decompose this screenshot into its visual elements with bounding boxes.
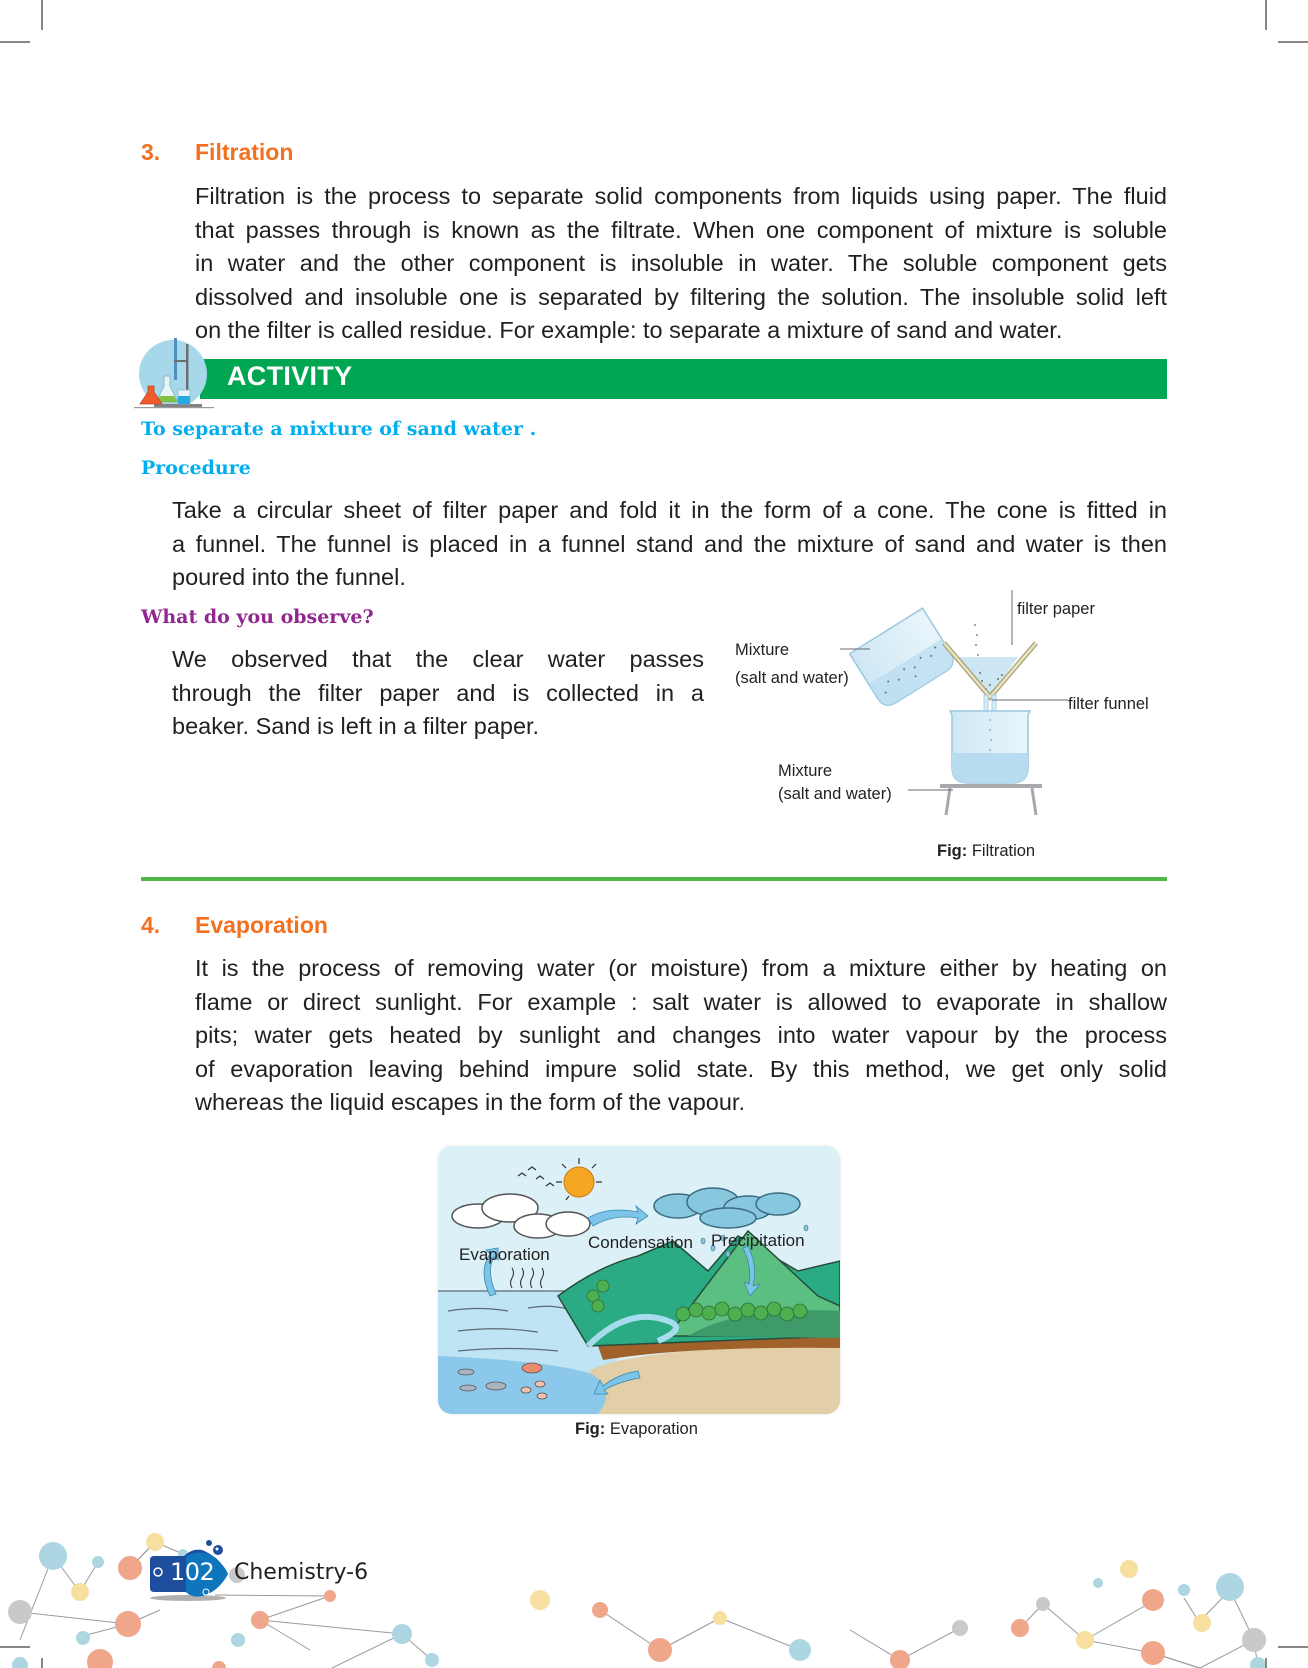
observation-paragraph [172, 643, 704, 744]
paragraph-line: flame or direct sunlight. For example : salt water is allowed to evaporate in shallow [195, 988, 1167, 1015]
paragraph-line: in water and the other component is insoluble in water. The soluble component gets [195, 250, 1167, 277]
label-mixture-bottom: Mixture [778, 762, 833, 780]
book-title: Chemistry-6 [234, 1560, 369, 1585]
paragraph-line: that passes through is known as the filtrate. When one component of mixture is soluble [195, 216, 1167, 243]
section-heading-filtration [141, 139, 293, 166]
observe-heading: What do you observe? [141, 606, 374, 628]
page-number: 102 [170, 1558, 215, 1586]
procedure-heading: Procedure [141, 457, 251, 479]
crop-mark-top-right-h [1278, 41, 1308, 43]
filtration-paragraph [195, 180, 1167, 348]
section-separator [141, 877, 1167, 881]
paragraph-line: Take a circular sheet of filter paper and fold it in the form of a cone. The cone is fitted in [172, 497, 1167, 523]
bubble-icon [204, 1538, 226, 1558]
label-mixture-top: Mixture [735, 641, 790, 659]
paragraph-line: We observed that the clear water passes [172, 646, 704, 672]
paragraph-line: a funnel. The funnel is placed in a funnel stand and the mixture of sand and water is then [172, 530, 1167, 557]
paragraph-line: dissolved and insoluble one is separated by filtering the solution. The insoluble solid left [195, 283, 1167, 310]
water-cycle-illustration [438, 1146, 840, 1414]
caption-text: Filtration [967, 842, 1036, 860]
paragraph-line: through the filter paper and is collected in a [172, 679, 704, 706]
paragraph-line: It is the process of removing water (or moisture) from a mixture either by heating on [195, 955, 1167, 981]
paragraph-line: of evaporation leaving behind impure solid state. By this method, we get only solid [195, 1055, 1167, 1082]
section-title: Evaporation [195, 912, 328, 938]
section-number: 4. [141, 912, 161, 938]
label-evaporation: Evaporation [459, 1245, 550, 1264]
lab-apparatus-icon [134, 338, 214, 412]
label-precipitation: Precipitation [711, 1231, 805, 1250]
activity-aim: To separate a mixture of sand water . [141, 418, 537, 440]
caption-prefix: Fig: [575, 1420, 606, 1438]
label-filter-funnel: filter funnel [1068, 695, 1149, 713]
label-mixture-top-sub: (salt and water) [735, 669, 849, 687]
section-number: 3. [141, 139, 161, 165]
paragraph-line: Filtration is the process to separate solid components from liquids using paper. The fluid [195, 183, 1167, 209]
crop-mark-top-left-h [0, 41, 30, 43]
paragraph-line: on the filter is called residue. For example: to separate a mixture of sand and water. [195, 317, 1063, 344]
evaporation-caption [575, 1420, 698, 1439]
water-cycle-scene [438, 1146, 840, 1414]
label-filter-paper: filter paper [1017, 600, 1095, 618]
section-heading-evaporation [141, 912, 328, 939]
paragraph-line: pits; water gets heated by sunlight and changes into water vapour by the process [195, 1022, 1167, 1049]
paragraph-line: whereas the liquid escapes in the form of the vapour. [195, 1089, 745, 1116]
crop-mark-top-left-v [41, 0, 43, 30]
procedure-paragraph [172, 494, 1167, 595]
section-title: Filtration [195, 139, 294, 165]
activity-label: ACTIVITY [227, 361, 353, 391]
paragraph-line: beaker. Sand is left in a filter paper. [172, 713, 540, 740]
caption-prefix: Fig: [937, 842, 968, 860]
crop-mark-top-right-v [1265, 0, 1267, 30]
caption-text: Evaporation [605, 1420, 698, 1438]
evaporation-paragraph [195, 952, 1167, 1120]
label-mixture-bottom-sub: (salt and water) [778, 785, 892, 803]
filtration-caption [937, 842, 1035, 861]
paragraph-line: poured into the funnel. [172, 564, 406, 591]
label-condensation: Condensation [588, 1233, 693, 1252]
